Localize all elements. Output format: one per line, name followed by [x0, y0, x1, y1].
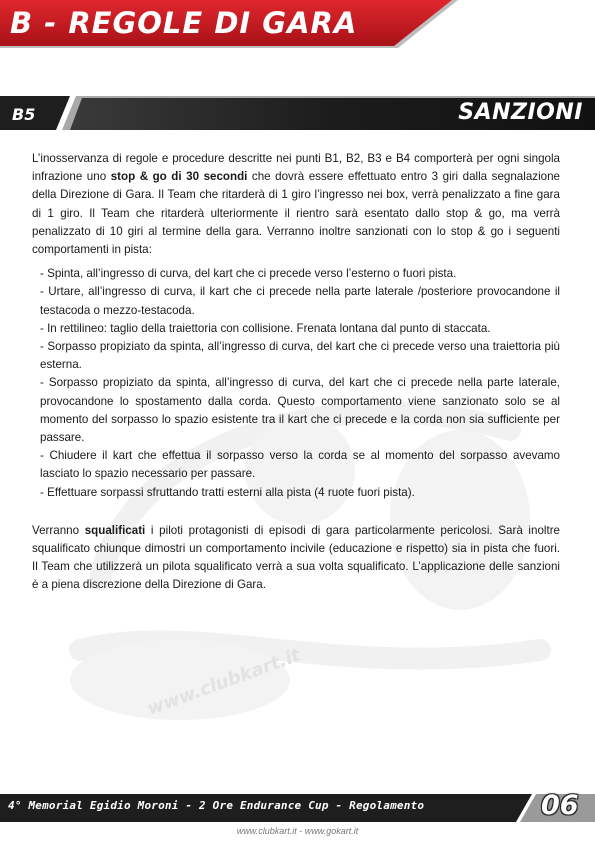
footer-title: 4° Memorial Egidio Moroni - 2 Ore Endurance Cup - Regolamento: [8, 799, 425, 812]
page-header: [0, 0, 595, 48]
page-number: 06: [541, 790, 579, 821]
footer-websites: www.clubkart.it - www.gokart.it: [236, 826, 359, 836]
watermark-text: www.clubkart.it: [144, 644, 304, 720]
list-item: - Urtare, all’ingresso di curva, il kart che ci precede nella parte laterale /posteriore provocandone il testacoda o mezzo-testacoda.: [40, 285, 560, 317]
section-code: B5: [12, 105, 36, 124]
chapter-title: B - REGOLE DI GARA: [10, 6, 358, 40]
section-title: SANZIONI: [458, 100, 583, 125]
list-item: - Sorpasso propiziato da spinta, all’ingresso di curva, del kart che ci precede nella parte laterale, provocandone lo spostamento dalla corda. Questo comportamento viene sanzionato solo se al momento del sorpasso lo spazio esistente tra il kart che ci precede e la corda non sia sufficiente per passare.: [40, 376, 560, 445]
list-item: - Effettuare sorpassi sfruttando tratti esterni alla pista (4 ruote fuori pista).: [40, 485, 415, 499]
list-item: - In rettilineo: taglio della traiettoria con collisione. Frenata lontana dal punto di staccata.: [40, 321, 491, 335]
infractions-list: [32, 265, 560, 502]
list-item: - Sorpasso propiziato da spinta, all’ingresso di curva, del kart che ci precede verso una traiettoria più esterna.: [40, 340, 560, 372]
list-item: - Spinta, all’ingresso di curva, del kart che ci precede verso l’esterno o fuori pista.: [40, 267, 457, 281]
section-body: [32, 150, 560, 595]
closing-paragraph: Verranno squalificati i piloti protagonisti di episodi di gara particolarmente pericolosi. Sarà inoltre squalificato chiunque dimostri un comportamento incivile (educazione e rispetto) sia in pista che fuori. Il Team che utilizzerà un pilota squalificato verrà a sua volta squalificato. L’applicazione delle sanzioni è a piena discrezione della Direzione di Gara.: [32, 523, 560, 592]
intro-paragraph: L’inosservanza di regole e procedure descritte nei punti B1, B2, B3 e B4 comporterà per ogni singola infrazione uno stop & go di 30 secondi che dovrà essere effettuato entro 3 giri dalla segnalazione della Direzione di Gara. Il Team che ritarderà di 1 giro l’ingresso nei box, verrà penalizzato a fine gara di 1 giro. Il Team che ritarderà ulteriormente il rientro sarà esentato dallo stop & go, ma verrà penalizzato di 10 giri al termine della gara. Verranno inoltre sanzionati con lo stop & go i seguenti comportamenti in pista:: [32, 152, 560, 257]
list-item: - Chiudere il kart che effettua il sorpasso verso la corda se al momento del sorpasso avevamo lasciato lo spazio necessario per passare.: [40, 449, 560, 481]
